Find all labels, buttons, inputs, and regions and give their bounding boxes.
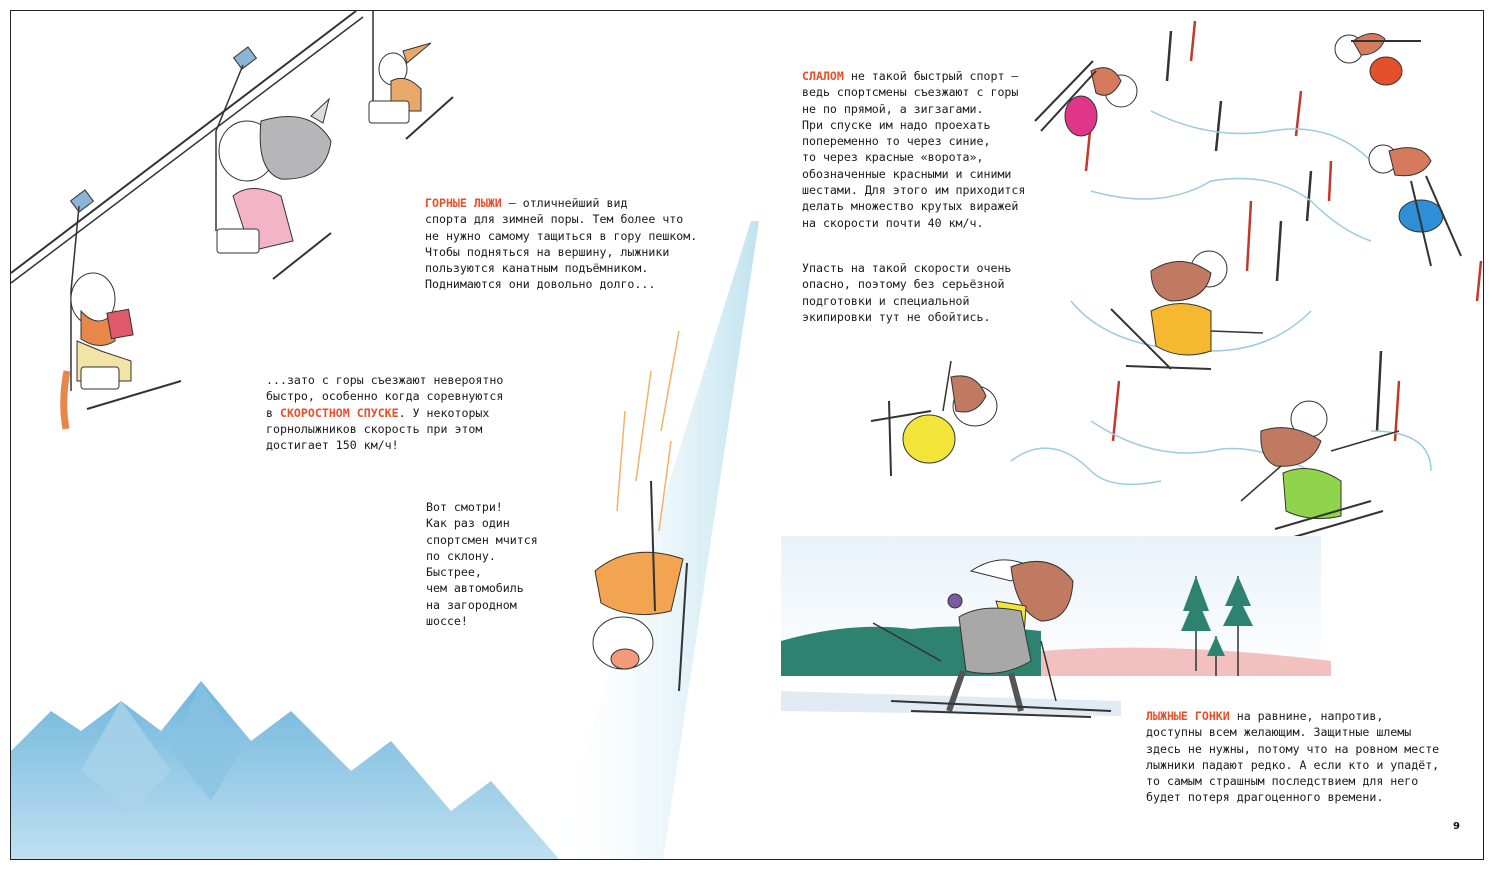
tiger-on-chairlift-reading-book [64,206,181,429]
downhill-term: СКОРОСТНОМ СПУСКЕ [279,405,399,420]
danger-text: Упасть на такой скорости очень опасно, поэтому без серьёзной подготовки и специальной экипировки тут не обойтись. [802,261,1012,324]
downhill-paragraph [266,372,503,453]
cross-country-text: на равнине, напротив, доступны всем желающим. Защитные шлемы здесь не нужны, потому что на ровном месте лыжники падают редко. А если кто и упадёт, то самым страшным последствием для него будет потеря драгоценного времени. [1146,709,1440,805]
book-spread [10,10,1484,860]
danger-paragraph [802,260,1011,325]
slalom-paragraph [802,68,1025,231]
alpine-skiing-text: — отличнейший вид спорта для зимней поры. Тем более что не нужно самому тащиться в гору пешком. Чтобы подняться на вершину, лыжники пользуются канатным подъёмником. Поднимаются они довольно долго... [425,196,698,292]
alpine-skiing-paragraph [425,195,697,293]
snowy-slope [551,221,759,859]
cross-country-term: ЛЫЖНЫЕ ГОНКИ [1146,709,1230,723]
slalom-term: СЛАЛОМ [802,69,844,83]
page-number: 9 [1453,821,1460,832]
look-text: Вот смотри! Как раз один спортсмен мчится по склону. Быстрее, чем автомобиль на загородном шоссе! [426,500,538,629]
rhino-on-chairlift [216,65,331,279]
look-paragraph [426,499,538,629]
blue-watercolor-mountains [11,681,559,859]
ski-tracks [1011,111,1431,484]
slalom-text: не такой быстрый спорт — ведь спортсмены съезжают с горы не по прямой, а зигзагами. При спуске им надо проехать попеременно то через синие, то через красные «ворота», обозначенные красными и синими шестами. Для этого им приходится делать множество крутых виражей на скорости почти 40 км/ч. [802,69,1026,230]
cross-country-paragraph [1146,708,1439,806]
duck-on-chairlift [369,11,453,139]
downhill-text-end: . У некоторых горнолыжников скорость при этом достигает 150 км/ч! [266,405,490,453]
downhill-text-start: ...зато с горы съезжают невероятно быстро, особенно когда соревнуются в [266,373,504,420]
alpine-skiing-term: ГОРНЫЕ ЛЫЖИ [425,196,502,210]
